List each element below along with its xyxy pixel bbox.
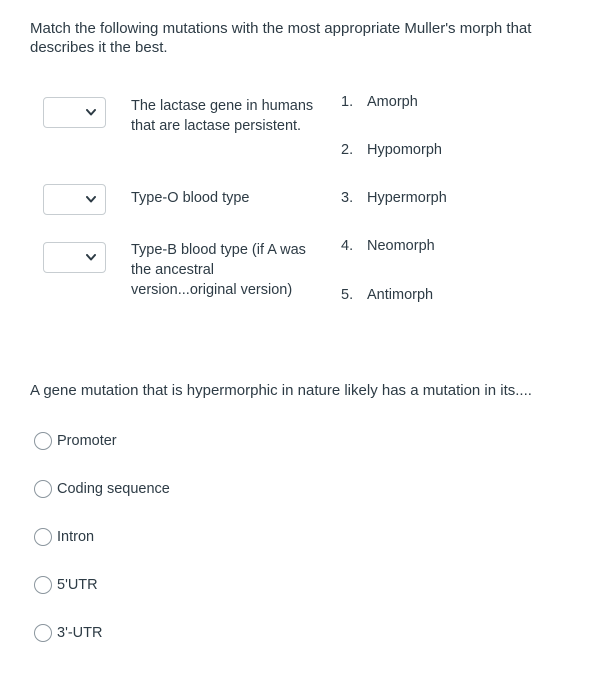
question-2-text: A gene mutation that is hypermorphic in nature likely has a mutation in its.... bbox=[30, 382, 532, 399]
radio-button[interactable] bbox=[34, 528, 52, 546]
match-select-1[interactable] bbox=[43, 97, 106, 128]
chevron-down-icon bbox=[86, 109, 96, 116]
answer-item-1: 1. Amorph bbox=[341, 94, 418, 110]
answer-item-3: 3. Hypermorph bbox=[341, 190, 447, 206]
radio-button[interactable] bbox=[34, 576, 52, 594]
radio-button[interactable] bbox=[34, 432, 52, 450]
radio-button[interactable] bbox=[34, 624, 52, 642]
option-intron[interactable]: Intron bbox=[34, 528, 94, 546]
radio-button[interactable] bbox=[34, 480, 52, 498]
match-select-3[interactable] bbox=[43, 242, 106, 273]
chevron-down-icon bbox=[86, 196, 96, 203]
answer-item-2: 2. Hypomorph bbox=[341, 142, 442, 158]
match-prompt-1: The lactase gene in humans that are lactase persistent. bbox=[131, 98, 314, 134]
option-promoter[interactable]: Promoter bbox=[34, 432, 117, 450]
option-3utr[interactable]: 3'-UTR bbox=[34, 624, 102, 642]
question-1-text: Match the following mutations with the most appropriate Muller's morph that describes it the best. bbox=[30, 20, 532, 56]
answer-item-5: 5. Antimorph bbox=[341, 287, 434, 303]
option-5utr[interactable]: 5'UTR bbox=[34, 576, 98, 594]
match-prompt-3: Type-B blood type (if A was the ancestral version...original version) bbox=[131, 242, 306, 298]
answer-item-4: 4. Neomorph bbox=[341, 238, 435, 254]
option-coding-sequence[interactable]: Coding sequence bbox=[34, 480, 170, 498]
match-prompt-2: Type-O blood type bbox=[131, 190, 250, 206]
chevron-down-icon bbox=[86, 254, 96, 261]
match-select-2[interactable] bbox=[43, 184, 106, 215]
